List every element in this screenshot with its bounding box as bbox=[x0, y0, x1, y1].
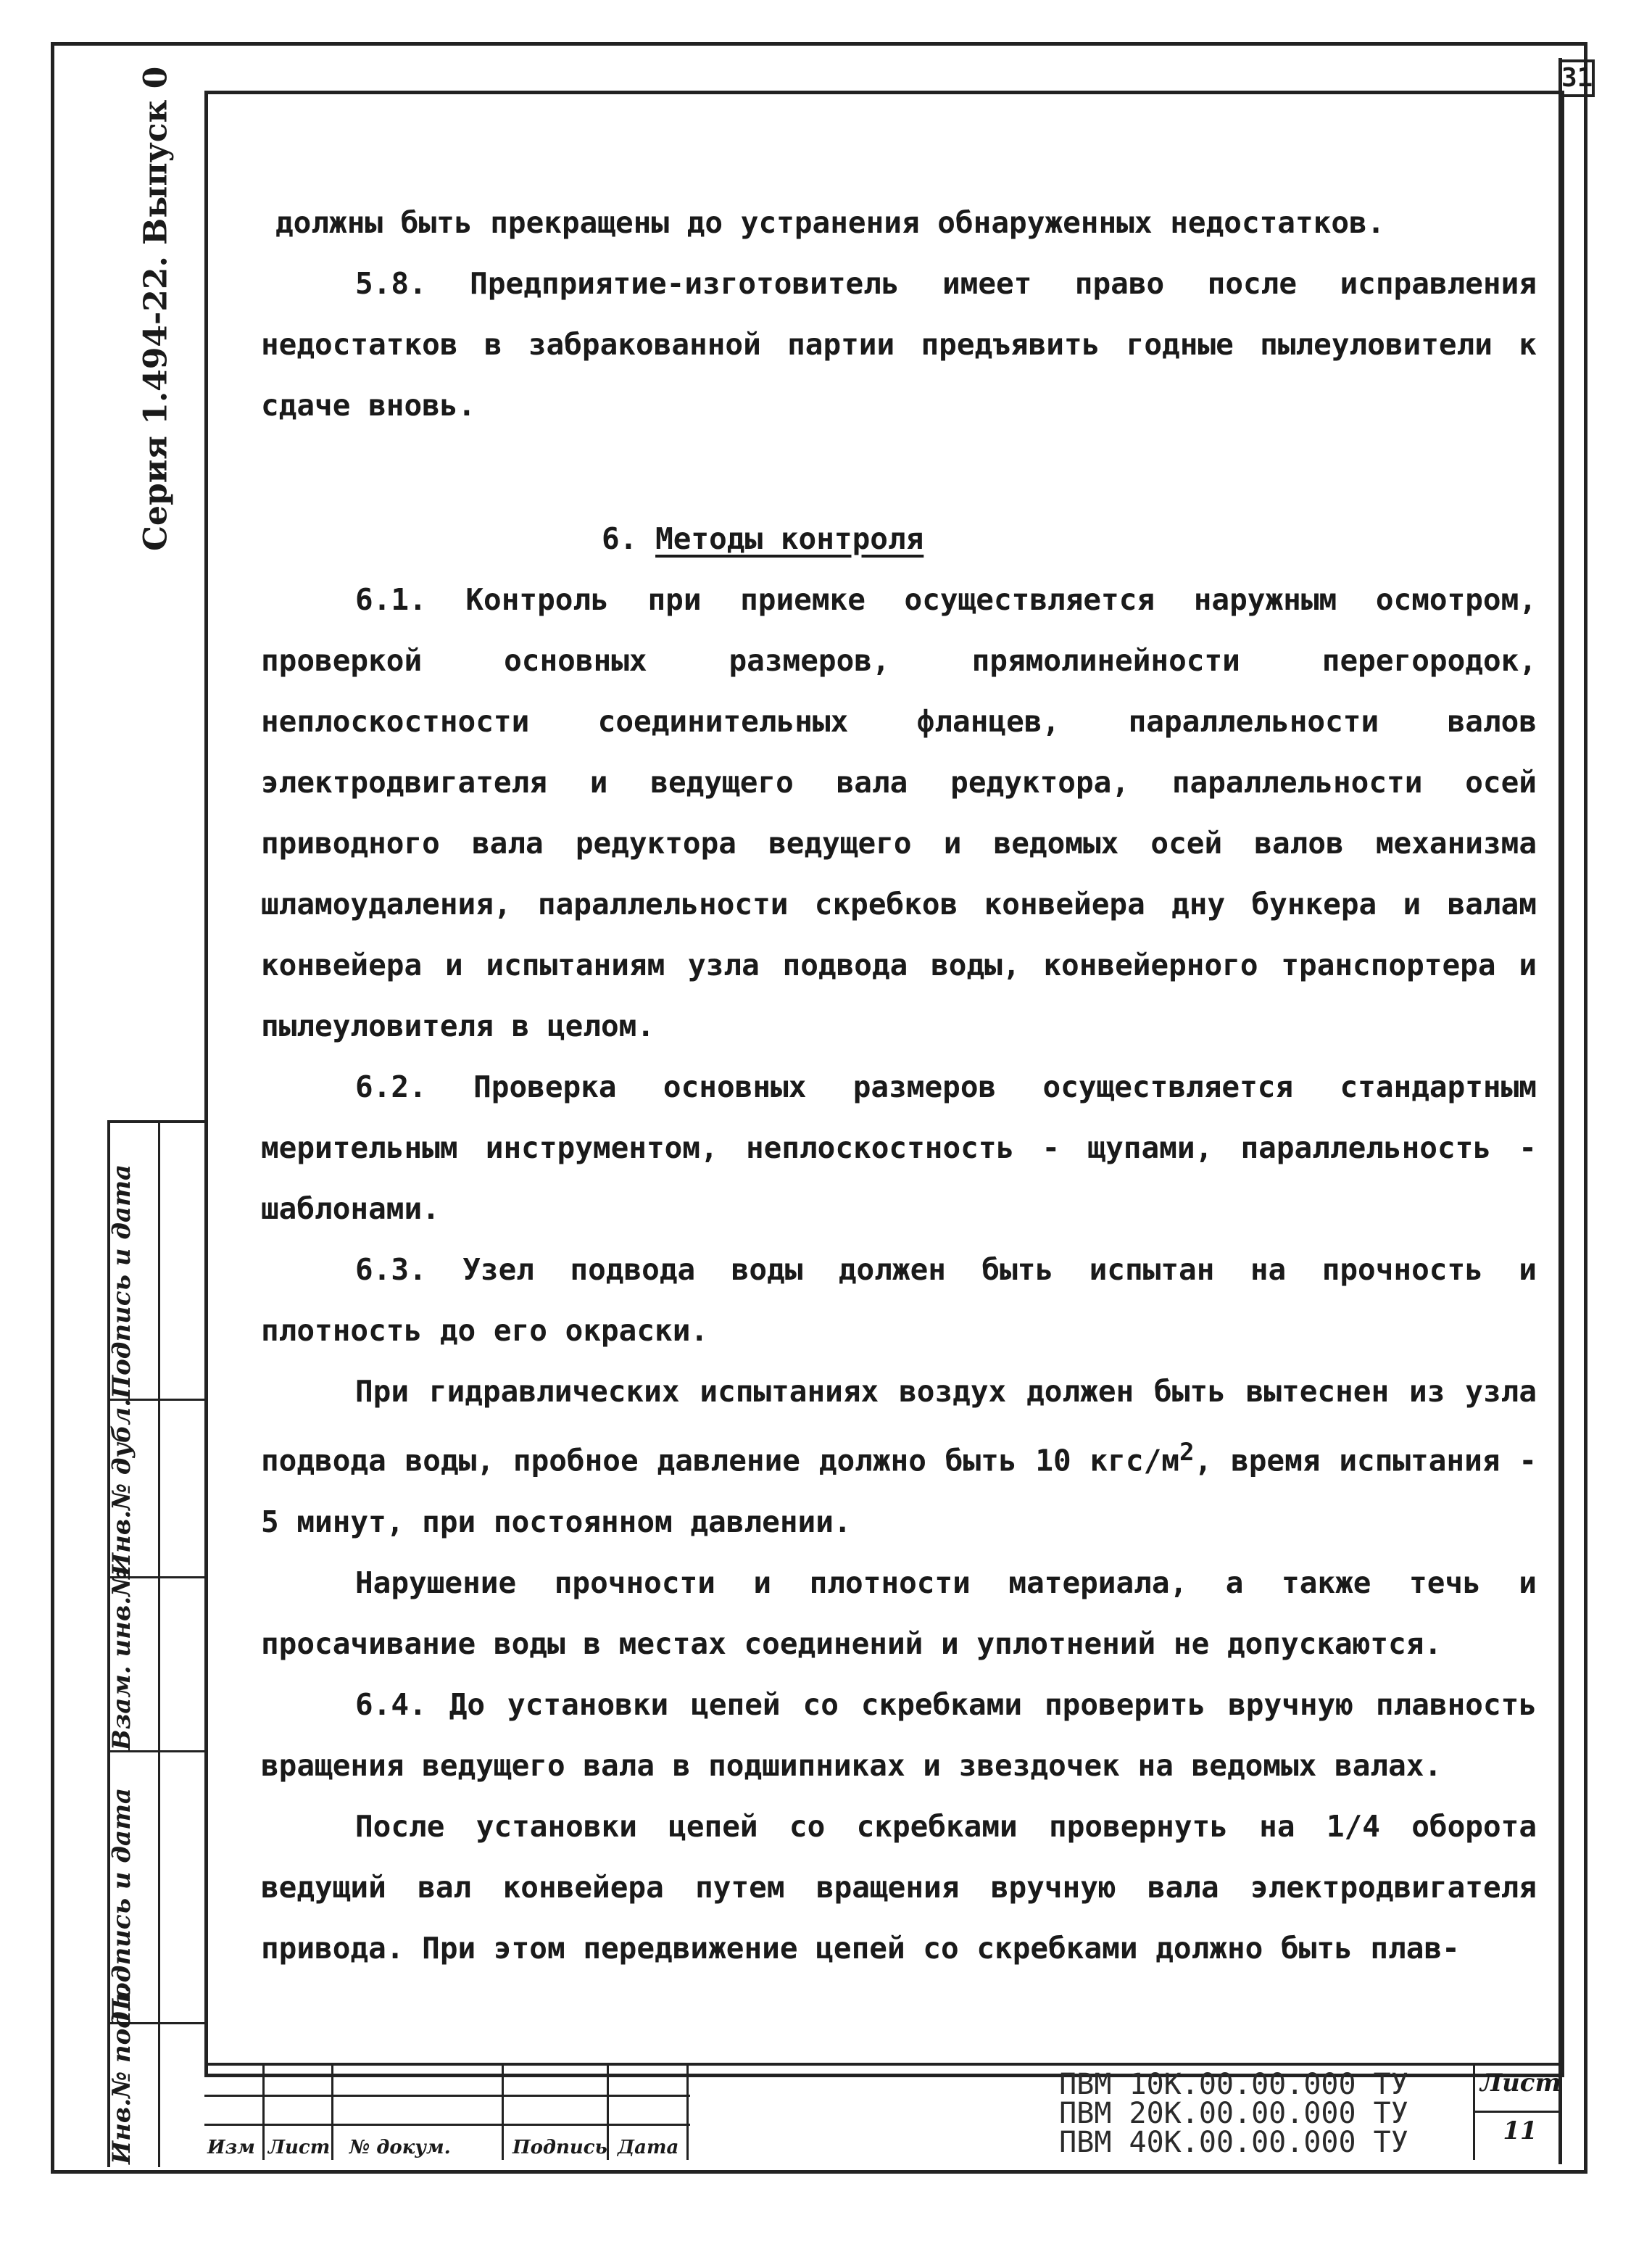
stamp-label: Лист bbox=[268, 2137, 331, 2158]
side-label: Подпись и дата bbox=[107, 1787, 136, 2022]
stamp-label: № докум. bbox=[349, 2137, 451, 2158]
side-label: Взам. инв.№ bbox=[107, 1569, 136, 1750]
paragraph: Нарушение прочности и плотности материала, а также течь и просачивание воды в местах соединений и уплотнений не допускаются. bbox=[261, 1565, 1537, 1661]
side-label: Подпись и дата bbox=[107, 1164, 136, 1399]
side-cell-dup-inv bbox=[107, 1398, 207, 1578]
paragraph: 6.4. До установки цепей со скребками проверить вручную плавность вращения ведущего вала в подшипниках и звездочек на ведомых валах. bbox=[261, 1686, 1537, 1783]
sheet-number: 11 bbox=[1503, 2116, 1537, 2145]
section-heading bbox=[261, 508, 1537, 569]
paragraph: При гидравлических испытаниях воздух должен быть вытеснен из узла подвода воды, пробное давление должно быть 10 кгс/$м^2$, время испытания - 5 минут, при постоянном давлении. bbox=[261, 1374, 1537, 1539]
paragraph: 5.8. Предприятие-изготовитель имеет право после исправления недостатков в забракованной партии предъявить годные пылеуловители к сдаче вновь. bbox=[261, 266, 1537, 423]
heading-number: 6. bbox=[602, 521, 638, 556]
paragraph: 6.3. Узел подвода воды должен быть испытан на прочность и плотность до его окраски. bbox=[261, 1252, 1537, 1348]
paragraph: После установки цепей со скребками провернуть на 1/4 оборота ведущий вал конвейера путем вращения вручную вала электродвигателя привода. При этом передвижение цепей со скребками должно быть плав- bbox=[261, 1808, 1537, 1966]
heading-title: Методы контроля bbox=[655, 521, 924, 556]
stamp-label: Изм bbox=[207, 2137, 255, 2158]
paragraph: 6.2. Проверка основных размеров осуществляется стандартным мерительным инструментом, неплоскостность - щупами, параллельность - шаблонами. bbox=[261, 1069, 1537, 1226]
stamp-label: Дата bbox=[618, 2137, 679, 2158]
doc-code: ПВМ 20К.00.00.000 ТУ bbox=[1059, 2097, 1408, 2130]
doc-code: ПВМ 10К.00.00.000 ТУ bbox=[1059, 2068, 1408, 2101]
side-label: Инв.№ подл. bbox=[107, 1984, 136, 2164]
sheet-number-top: 31 bbox=[1558, 59, 1595, 97]
title-block bbox=[204, 2063, 1560, 2160]
doc-code: ПВМ 40К.00.00.000 ТУ bbox=[1059, 2126, 1408, 2159]
side-cell-replace-inv bbox=[107, 1569, 207, 1752]
paragraph: должны быть прекращены до устранения обнаруженных недостатков. bbox=[275, 205, 1385, 240]
sheet-label: Лист bbox=[1480, 2069, 1561, 2098]
side-cell-orig-inv bbox=[107, 1984, 207, 2164]
side-cell-signature-date-1 bbox=[107, 1123, 207, 1401]
side-cell-signature-date-2 bbox=[107, 1750, 207, 2024]
paragraph: 6.1. Контроль при приемке осуществляется наружным осмотром, проверкой основных размеров, прямолинейности перегородок, неплоскостности соединительных фланцев, параллельности валов электродвигателя и ведущего вала редуктора, параллельности осей приводного вала редуктора ведущего и ведомых осей валов механизма шламоудаления, параллельности скребков конвейера дну бункера и валам конвейера и испытаниям узла подвода воды, конвейерного транспортера и пылеуловителя в целом. bbox=[261, 582, 1537, 1043]
body-text bbox=[261, 192, 1537, 1979]
stamp-label: Подпись bbox=[512, 2137, 607, 2158]
side-stamp-strip bbox=[107, 1120, 207, 2167]
side-label: Инв.№ дубл. bbox=[107, 1398, 136, 1576]
